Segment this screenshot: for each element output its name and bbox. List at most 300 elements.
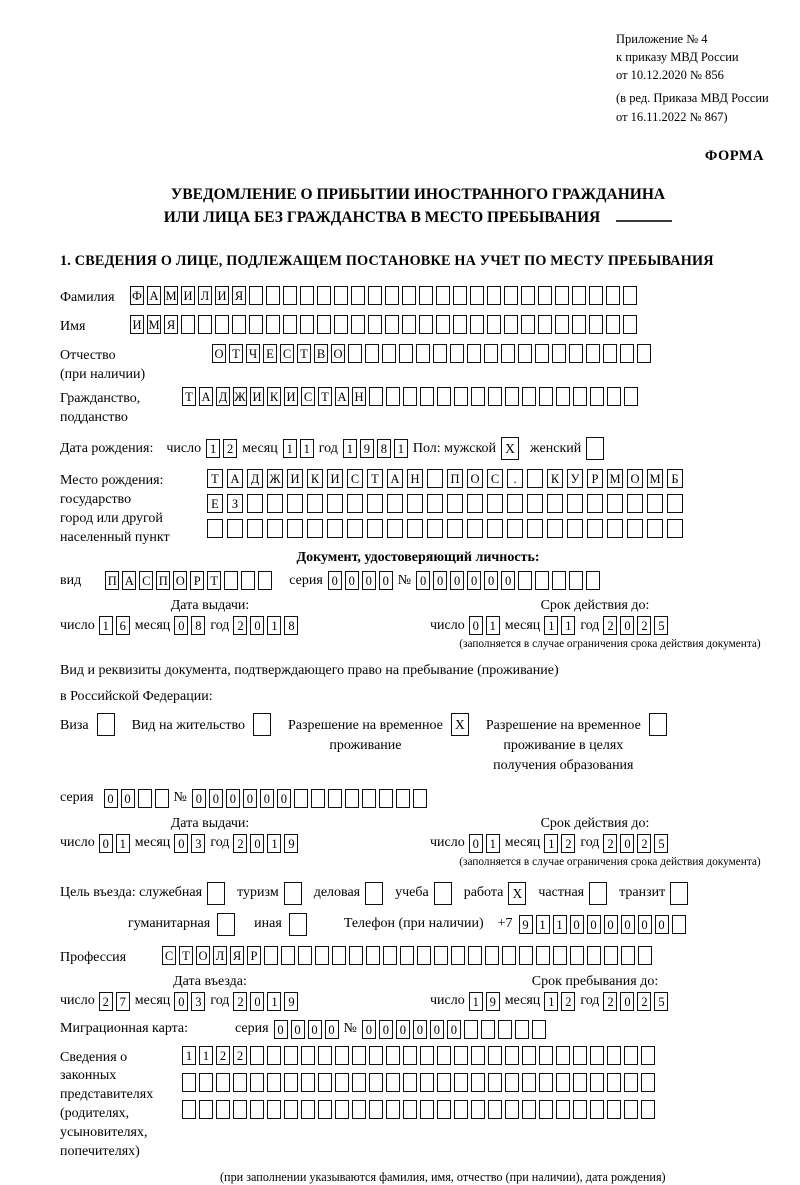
char-box[interactable] — [284, 1100, 298, 1119]
char-box[interactable] — [470, 315, 484, 334]
char-box[interactable] — [532, 1020, 546, 1039]
char-box[interactable]: 5 — [654, 992, 668, 1011]
char-box[interactable] — [386, 1100, 400, 1119]
char-box[interactable] — [402, 315, 416, 334]
char-box[interactable]: 0 — [430, 1020, 444, 1039]
char-box[interactable] — [207, 519, 223, 538]
sex-female-checkbox[interactable] — [586, 437, 607, 460]
char-box[interactable]: 1 — [394, 439, 408, 458]
char-box[interactable] — [488, 1100, 502, 1119]
char-box[interactable]: 0 — [250, 616, 264, 635]
phone-boxes[interactable] — [519, 915, 689, 934]
char-box[interactable]: С — [162, 946, 176, 965]
char-box[interactable] — [436, 286, 450, 305]
char-box[interactable]: 0 — [325, 1020, 339, 1039]
char-box[interactable] — [567, 519, 583, 538]
char-box[interactable] — [586, 344, 600, 363]
char-box[interactable]: Р — [587, 469, 603, 488]
char-box[interactable] — [250, 1046, 264, 1065]
char-box[interactable]: 2 — [637, 616, 651, 635]
char-box[interactable] — [667, 519, 683, 538]
char-box[interactable] — [487, 286, 501, 305]
char-box[interactable] — [334, 286, 348, 305]
char-box[interactable] — [502, 946, 516, 965]
char-box[interactable] — [555, 315, 569, 334]
char-box[interactable] — [347, 519, 363, 538]
char-box[interactable] — [507, 519, 523, 538]
char-box[interactable] — [471, 1100, 485, 1119]
char-box[interactable]: 0 — [621, 915, 635, 934]
char-box[interactable] — [670, 882, 688, 905]
char-box[interactable]: А — [122, 571, 136, 590]
char-box[interactable]: С — [487, 469, 503, 488]
char-box[interactable]: 0 — [291, 1020, 305, 1039]
char-box[interactable]: 1 — [116, 834, 130, 853]
char-box[interactable]: 2 — [99, 992, 113, 1011]
char-box[interactable] — [368, 315, 382, 334]
char-box[interactable]: Р — [247, 946, 261, 965]
char-box[interactable]: О — [627, 469, 643, 488]
char-box[interactable] — [527, 469, 543, 488]
residence-permit-checkbox[interactable] — [253, 713, 274, 736]
char-box[interactable] — [487, 315, 501, 334]
char-box[interactable] — [647, 519, 663, 538]
char-box[interactable] — [556, 1046, 570, 1065]
char-box[interactable] — [624, 1073, 638, 1092]
char-box[interactable]: М — [647, 469, 663, 488]
char-box[interactable]: 1 — [206, 439, 220, 458]
char-box[interactable]: 1 — [300, 439, 314, 458]
char-box[interactable]: 0 — [570, 915, 584, 934]
char-box[interactable]: Т — [229, 344, 243, 363]
char-box[interactable]: 0 — [447, 1020, 461, 1039]
char-box[interactable]: А — [387, 469, 403, 488]
char-box[interactable] — [453, 315, 467, 334]
char-box[interactable] — [471, 387, 485, 406]
char-box[interactable]: Т — [207, 469, 223, 488]
char-box[interactable] — [264, 946, 278, 965]
char-box[interactable] — [267, 519, 283, 538]
char-box[interactable] — [369, 1100, 383, 1119]
char-box[interactable] — [216, 1073, 230, 1092]
char-box[interactable]: 2 — [561, 992, 575, 1011]
char-box[interactable] — [590, 387, 604, 406]
char-box[interactable]: 0 — [308, 1020, 322, 1039]
char-box[interactable] — [300, 315, 314, 334]
purpose-transit-checkbox[interactable] — [670, 882, 691, 905]
char-box[interactable] — [606, 315, 620, 334]
char-box[interactable] — [199, 1100, 213, 1119]
char-box[interactable] — [284, 1046, 298, 1065]
char-box[interactable] — [521, 315, 535, 334]
char-box[interactable]: 0 — [620, 834, 634, 853]
char-box[interactable] — [667, 494, 683, 513]
char-box[interactable] — [556, 1073, 570, 1092]
char-box[interactable]: 0 — [450, 571, 464, 590]
char-box[interactable] — [556, 387, 570, 406]
char-box[interactable] — [573, 1100, 587, 1119]
char-box[interactable]: Т — [297, 344, 311, 363]
char-box[interactable] — [345, 789, 359, 808]
char-box[interactable] — [266, 315, 280, 334]
char-box[interactable] — [649, 713, 667, 736]
char-box[interactable]: 0 — [362, 571, 376, 590]
char-box[interactable] — [504, 286, 518, 305]
char-box[interactable]: Я — [230, 946, 244, 965]
char-box[interactable] — [450, 344, 464, 363]
char-box[interactable] — [481, 1020, 495, 1039]
char-box[interactable] — [485, 946, 499, 965]
char-box[interactable] — [556, 1100, 570, 1119]
char-box[interactable] — [334, 315, 348, 334]
char-box[interactable] — [433, 344, 447, 363]
char-box[interactable] — [505, 1046, 519, 1065]
char-box[interactable] — [638, 946, 652, 965]
char-box[interactable] — [301, 1046, 315, 1065]
char-box[interactable]: 8 — [377, 439, 391, 458]
char-box[interactable]: Ч — [246, 344, 260, 363]
char-box[interactable] — [522, 1100, 536, 1119]
char-box[interactable] — [454, 1073, 468, 1092]
char-box[interactable] — [607, 1100, 621, 1119]
char-box[interactable] — [437, 1100, 451, 1119]
char-box[interactable] — [318, 1073, 332, 1092]
char-box[interactable] — [555, 286, 569, 305]
char-box[interactable]: 1 — [99, 616, 113, 635]
char-box[interactable] — [672, 915, 686, 934]
char-box[interactable] — [589, 286, 603, 305]
char-box[interactable] — [182, 1073, 196, 1092]
char-box[interactable]: 2 — [603, 616, 617, 635]
char-box[interactable] — [637, 344, 651, 363]
char-box[interactable]: 0 — [379, 1020, 393, 1039]
char-box[interactable] — [233, 1073, 247, 1092]
char-box[interactable] — [590, 1100, 604, 1119]
char-box[interactable] — [471, 1046, 485, 1065]
purpose-work-checkbox[interactable] — [508, 882, 529, 905]
char-box[interactable]: 0 — [226, 789, 240, 808]
purpose-other-checkbox[interactable] — [289, 913, 310, 936]
char-box[interactable] — [300, 286, 314, 305]
char-box[interactable]: К — [267, 387, 281, 406]
char-box[interactable] — [403, 387, 417, 406]
char-box[interactable] — [419, 315, 433, 334]
char-box[interactable] — [451, 946, 465, 965]
char-box[interactable] — [522, 387, 536, 406]
char-box[interactable] — [298, 946, 312, 965]
char-box[interactable] — [348, 344, 362, 363]
char-box[interactable] — [352, 1046, 366, 1065]
char-box[interactable]: 1 — [553, 915, 567, 934]
char-box[interactable] — [289, 913, 307, 936]
visa-checkbox[interactable] — [97, 713, 118, 736]
char-box[interactable]: 1 — [469, 992, 483, 1011]
char-box[interactable]: И — [181, 286, 195, 305]
char-box[interactable]: 9 — [486, 992, 500, 1011]
char-box[interactable] — [538, 315, 552, 334]
char-box[interactable]: А — [335, 387, 349, 406]
char-box[interactable]: 1 — [267, 834, 281, 853]
char-box[interactable]: X — [501, 437, 519, 460]
char-box[interactable]: Е — [263, 344, 277, 363]
char-box[interactable]: Я — [164, 315, 178, 334]
char-box[interactable] — [607, 1073, 621, 1092]
char-box[interactable] — [327, 494, 343, 513]
char-box[interactable] — [603, 344, 617, 363]
char-box[interactable]: И — [250, 387, 264, 406]
char-box[interactable] — [573, 1073, 587, 1092]
char-box[interactable] — [572, 286, 586, 305]
char-box[interactable] — [453, 286, 467, 305]
char-box[interactable] — [347, 494, 363, 513]
char-box[interactable] — [587, 946, 601, 965]
char-box[interactable] — [427, 519, 443, 538]
char-box[interactable]: 0 — [104, 789, 118, 808]
char-box[interactable]: 2 — [223, 439, 237, 458]
char-box[interactable] — [266, 286, 280, 305]
char-box[interactable] — [301, 1100, 315, 1119]
char-box[interactable]: 1 — [283, 439, 297, 458]
char-box[interactable]: 0 — [501, 571, 515, 590]
char-box[interactable] — [249, 315, 263, 334]
char-box[interactable] — [552, 571, 566, 590]
char-box[interactable] — [570, 946, 584, 965]
char-box[interactable]: 2 — [603, 834, 617, 853]
char-box[interactable] — [403, 1100, 417, 1119]
char-box[interactable] — [352, 1100, 366, 1119]
char-box[interactable] — [467, 519, 483, 538]
char-box[interactable]: 0 — [620, 616, 634, 635]
char-box[interactable] — [367, 494, 383, 513]
char-box[interactable] — [535, 571, 549, 590]
char-box[interactable] — [317, 315, 331, 334]
char-box[interactable] — [155, 789, 169, 808]
char-box[interactable] — [301, 1073, 315, 1092]
char-box[interactable]: Б — [667, 469, 683, 488]
char-box[interactable]: Л — [213, 946, 227, 965]
char-box[interactable] — [607, 387, 621, 406]
char-box[interactable]: И — [287, 469, 303, 488]
char-box[interactable] — [379, 789, 393, 808]
char-box[interactable] — [552, 344, 566, 363]
char-box[interactable]: 0 — [174, 834, 188, 853]
char-box[interactable] — [436, 315, 450, 334]
char-box[interactable]: К — [547, 469, 563, 488]
char-box[interactable]: 0 — [209, 789, 223, 808]
char-box[interactable] — [607, 1046, 621, 1065]
char-box[interactable] — [284, 882, 302, 905]
char-box[interactable] — [488, 1046, 502, 1065]
char-box[interactable] — [97, 713, 115, 736]
char-box[interactable] — [454, 1046, 468, 1065]
char-box[interactable] — [505, 387, 519, 406]
char-box[interactable] — [366, 946, 380, 965]
char-box[interactable]: 9 — [360, 439, 374, 458]
char-box[interactable]: 0 — [99, 834, 113, 853]
char-box[interactable] — [547, 519, 563, 538]
char-box[interactable] — [454, 387, 468, 406]
char-box[interactable] — [589, 315, 603, 334]
char-box[interactable] — [567, 494, 583, 513]
char-box[interactable]: Е — [207, 494, 223, 513]
char-box[interactable] — [232, 315, 246, 334]
char-box[interactable]: В — [314, 344, 328, 363]
char-box[interactable] — [224, 571, 238, 590]
char-box[interactable] — [539, 1073, 553, 1092]
char-box[interactable] — [403, 1073, 417, 1092]
char-box[interactable]: 3 — [191, 834, 205, 853]
char-box[interactable] — [586, 571, 600, 590]
char-box[interactable] — [233, 1100, 247, 1119]
char-box[interactable]: Л — [198, 286, 212, 305]
char-box[interactable] — [641, 1100, 655, 1119]
char-box[interactable] — [402, 286, 416, 305]
char-box[interactable] — [434, 882, 452, 905]
char-box[interactable] — [437, 1046, 451, 1065]
char-box[interactable] — [464, 1020, 478, 1039]
char-box[interactable]: 0 — [467, 571, 481, 590]
char-box[interactable] — [216, 1100, 230, 1119]
char-box[interactable]: 1 — [561, 616, 575, 635]
char-box[interactable] — [488, 387, 502, 406]
char-box[interactable] — [647, 494, 663, 513]
purpose-study-checkbox[interactable] — [434, 882, 455, 905]
char-box[interactable] — [365, 344, 379, 363]
char-box[interactable] — [328, 789, 342, 808]
char-box[interactable]: 0 — [260, 789, 274, 808]
char-box[interactable] — [623, 315, 637, 334]
char-box[interactable] — [519, 946, 533, 965]
char-box[interactable] — [387, 519, 403, 538]
char-box[interactable] — [294, 789, 308, 808]
char-box[interactable] — [487, 494, 503, 513]
char-box[interactable]: Н — [352, 387, 366, 406]
purpose-business-checkbox[interactable] — [365, 882, 386, 905]
char-box[interactable]: 5 — [654, 616, 668, 635]
char-box[interactable]: Т — [179, 946, 193, 965]
char-box[interactable]: 0 — [620, 992, 634, 1011]
char-box[interactable] — [385, 315, 399, 334]
char-box[interactable] — [589, 882, 607, 905]
char-box[interactable] — [332, 946, 346, 965]
char-box[interactable]: Ж — [267, 469, 283, 488]
char-box[interactable]: С — [347, 469, 363, 488]
char-box[interactable] — [467, 494, 483, 513]
char-box[interactable]: 0 — [174, 992, 188, 1011]
char-box[interactable] — [607, 494, 623, 513]
char-box[interactable] — [335, 1073, 349, 1092]
char-box[interactable] — [624, 1100, 638, 1119]
char-box[interactable]: Я — [232, 286, 246, 305]
char-box[interactable]: А — [227, 469, 243, 488]
purpose-humanitarian-checkbox[interactable] — [217, 913, 238, 936]
char-box[interactable]: К — [307, 469, 323, 488]
char-box[interactable]: М — [607, 469, 623, 488]
char-box[interactable]: 0 — [345, 571, 359, 590]
char-box[interactable]: 8 — [284, 616, 298, 635]
char-box[interactable] — [387, 494, 403, 513]
char-box[interactable] — [627, 494, 643, 513]
char-box[interactable]: 2 — [233, 616, 247, 635]
char-box[interactable]: М — [147, 315, 161, 334]
char-box[interactable] — [586, 437, 604, 460]
char-box[interactable] — [620, 344, 634, 363]
char-box[interactable] — [427, 494, 443, 513]
char-box[interactable] — [382, 344, 396, 363]
char-box[interactable]: 3 — [191, 992, 205, 1011]
char-box[interactable]: Н — [407, 469, 423, 488]
char-box[interactable] — [606, 286, 620, 305]
char-box[interactable] — [521, 286, 535, 305]
char-box[interactable] — [590, 1073, 604, 1092]
char-box[interactable]: А — [199, 387, 213, 406]
char-box[interactable] — [434, 946, 448, 965]
char-box[interactable] — [247, 494, 263, 513]
char-box[interactable]: О — [196, 946, 210, 965]
sex-male-checkbox[interactable] — [501, 437, 522, 460]
char-box[interactable]: 0 — [192, 789, 206, 808]
char-box[interactable] — [250, 1073, 264, 1092]
char-box[interactable] — [258, 571, 272, 590]
char-box[interactable] — [247, 519, 263, 538]
char-box[interactable] — [468, 946, 482, 965]
char-box[interactable] — [573, 1046, 587, 1065]
char-box[interactable]: И — [215, 286, 229, 305]
char-box[interactable] — [315, 946, 329, 965]
char-box[interactable] — [396, 789, 410, 808]
char-box[interactable] — [470, 286, 484, 305]
char-box[interactable] — [624, 387, 638, 406]
char-box[interactable]: 8 — [191, 616, 205, 635]
edu-residence-checkbox[interactable] — [649, 713, 670, 736]
char-box[interactable] — [504, 315, 518, 334]
char-box[interactable] — [351, 286, 365, 305]
char-box[interactable] — [181, 315, 195, 334]
purpose-official-checkbox[interactable] — [207, 882, 228, 905]
char-box[interactable]: А — [147, 286, 161, 305]
char-box[interactable] — [641, 1046, 655, 1065]
char-box[interactable] — [484, 344, 498, 363]
char-box[interactable]: У — [567, 469, 583, 488]
char-box[interactable] — [386, 1073, 400, 1092]
char-box[interactable]: 0 — [604, 915, 618, 934]
char-box[interactable] — [369, 1073, 383, 1092]
char-box[interactable]: 1 — [182, 1046, 196, 1065]
char-box[interactable] — [498, 1020, 512, 1039]
char-box[interactable]: 2 — [216, 1046, 230, 1065]
char-box[interactable] — [318, 1046, 332, 1065]
char-box[interactable] — [535, 344, 549, 363]
char-box[interactable] — [539, 1100, 553, 1119]
char-box[interactable] — [447, 494, 463, 513]
char-box[interactable]: 0 — [416, 571, 430, 590]
char-box[interactable] — [352, 1073, 366, 1092]
char-box[interactable]: 0 — [243, 789, 257, 808]
char-box[interactable]: Т — [367, 469, 383, 488]
char-box[interactable]: Д — [247, 469, 263, 488]
char-box[interactable]: 0 — [379, 571, 393, 590]
char-box[interactable] — [368, 286, 382, 305]
char-box[interactable]: Р — [190, 571, 204, 590]
char-box[interactable] — [501, 344, 515, 363]
char-box[interactable] — [307, 519, 323, 538]
char-box[interactable] — [627, 519, 643, 538]
char-box[interactable]: Д — [216, 387, 230, 406]
char-box[interactable]: 0 — [587, 915, 601, 934]
char-box[interactable]: 5 — [654, 834, 668, 853]
char-box[interactable] — [427, 469, 443, 488]
char-box[interactable] — [318, 1100, 332, 1119]
